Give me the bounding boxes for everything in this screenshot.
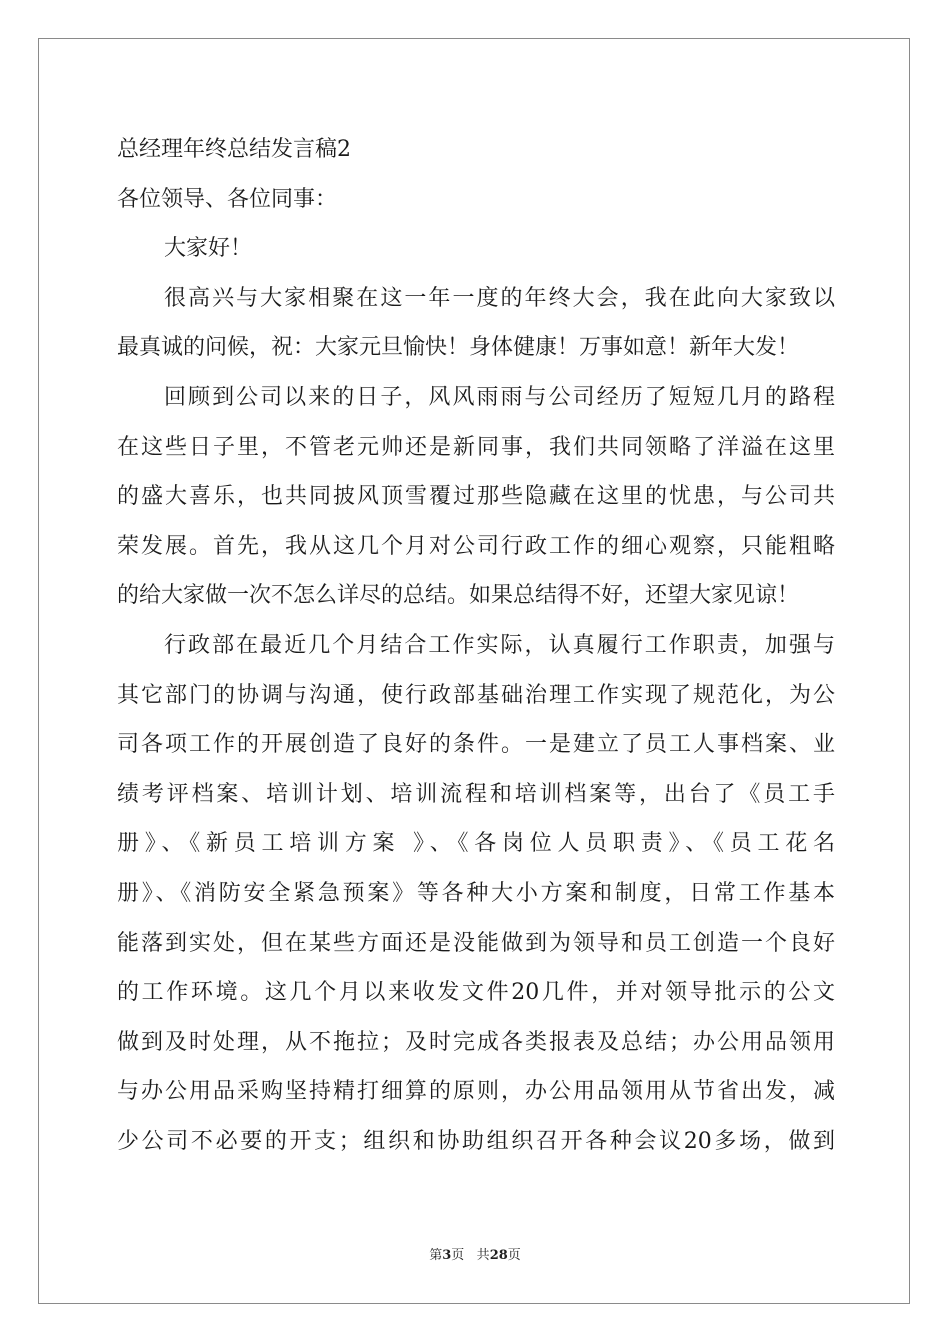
- paragraph-line: 荣发展。首先，我从这几个月对公司行政工作的细心观察，只能粗略: [117, 533, 835, 559]
- paragraph-line: 做到及时处理，从不拖拉；及时完成各类报表及总结；办公用品领用: [117, 1029, 835, 1055]
- paragraph-line: 与办公用品采购坚持精打细算的原则，办公用品领用从节省出发，减: [117, 1079, 835, 1105]
- paragraph-line: 的工作环境。这几个月以来收发文件20几件，并对领导批示的公文: [117, 980, 835, 1006]
- paragraph-line: 其它部门的协调与沟通，使行政部基础治理工作实现了规范化，为公: [117, 682, 835, 708]
- paragraph-1: [117, 274, 835, 373]
- total-prefix: 共: [476, 1248, 490, 1263]
- page-prefix: 第: [429, 1248, 443, 1263]
- paragraph-line: 最真诚的问候，祝：大家元旦愉快！身体健康！万事如意！新年大发！: [117, 335, 800, 361]
- page-current: 3: [442, 1248, 452, 1263]
- paragraph-line: 回顾到公司以来的日子，风风雨雨与公司经历了短短几月的路程: [164, 384, 835, 410]
- paragraph-line: 少公司不必要的开支；组织和协助组织召开各种会议20多场，做到: [117, 1128, 835, 1154]
- paragraph-line: 册》、《消防安全紧急预案》等各种大小方案和制度，日常工作基本: [117, 880, 835, 906]
- paragraph-line: 绩考评档案、培训计划、培训流程和培训档案等，出台了《员工手: [117, 781, 835, 807]
- paragraph-line: 册》、《新员工培训方案 》、《各岗位人员职责》、《员工花名: [117, 831, 835, 857]
- salutation: 各位领导、各位同事：: [117, 186, 338, 212]
- document-body: [117, 125, 835, 1166]
- paragraph-line: 行政部在最近几个月结合工作实际，认真履行工作职责，加强与: [164, 632, 835, 658]
- paragraph-line: 的盛大喜乐，也共同披风顶雪覆过那些隐藏在这里的忧患，与公司共: [117, 484, 835, 510]
- page-suffix: 页: [451, 1248, 465, 1263]
- paragraph-3: [117, 621, 835, 1167]
- paragraph-line: 在这些日子里，不管老元帅还是新同事，我们共同领略了洋溢在这里: [117, 434, 835, 460]
- paragraph-line: 的给大家做一次不怎么详尽的总结。如果总结得不好，还望大家见谅！: [117, 583, 800, 609]
- page-footer: [0, 1244, 950, 1263]
- greeting: 大家好！: [164, 236, 253, 262]
- paragraph-line: 能落到实处，但在某些方面还是没能做到为领导和员工创造一个良好: [117, 930, 835, 956]
- paragraph-line: 司各项工作的开展创造了良好的条件。一是建立了员工人事档案、业: [117, 732, 835, 758]
- total-suffix: 页: [507, 1248, 521, 1263]
- paragraph-2: [117, 373, 835, 621]
- page-total: 28: [489, 1248, 508, 1263]
- document-title: 总经理年终总结发言稿2: [117, 137, 351, 162]
- paragraph-line: 很高兴与大家相聚在这一年一度的年终大会，我在此向大家致以: [164, 285, 835, 311]
